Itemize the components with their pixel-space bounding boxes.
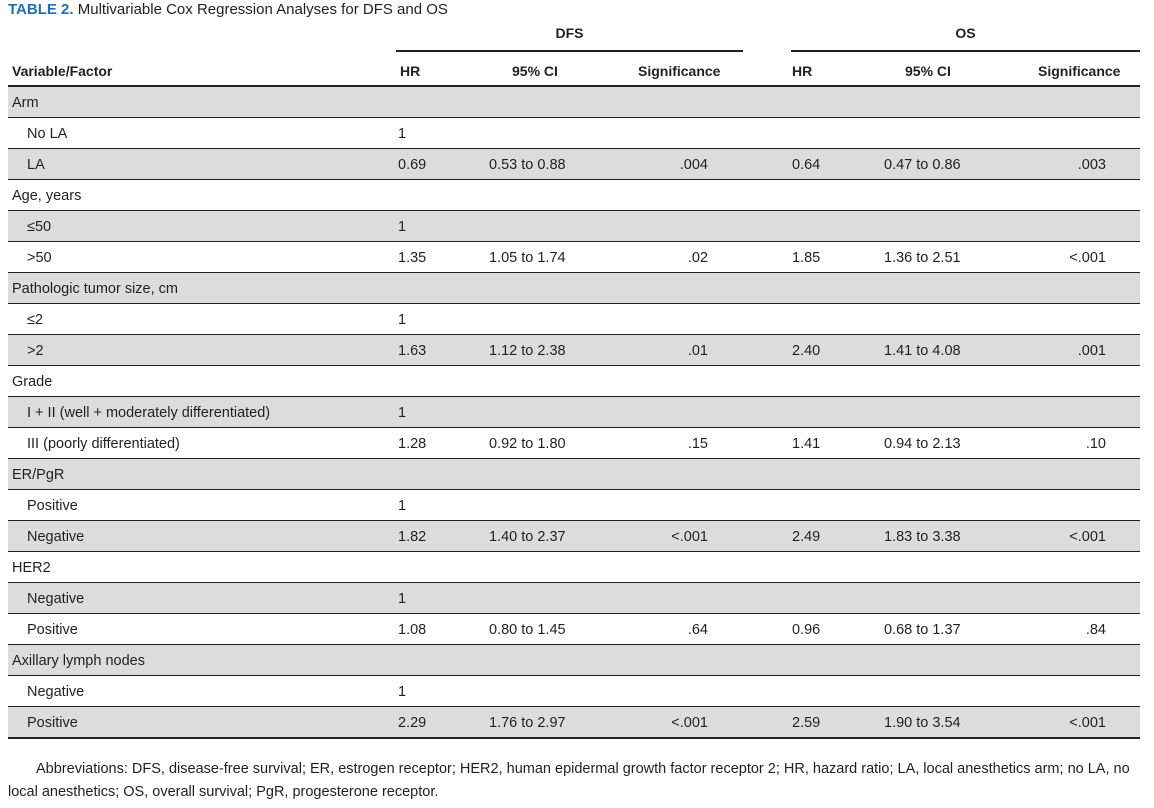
cell-dfs-hr: 1 — [398, 312, 407, 328]
cell-os-significance: <.001 — [1069, 250, 1106, 266]
cell-variable: No LA — [27, 126, 68, 142]
table-label: TABLE 2. — [8, 1, 74, 18]
cell-dfs-hr: 2.29 — [398, 715, 427, 731]
cell-os-hr: 0.64 — [792, 157, 821, 173]
header-os-significance: Significance — [1038, 63, 1121, 79]
cell-dfs-ci: 1.12 to 2.38 — [489, 343, 566, 359]
cell-dfs-ci: 0.80 to 1.45 — [489, 622, 566, 638]
cell-os-ci: 0.47 to 0.86 — [884, 157, 961, 173]
cell-os-significance: .84 — [1085, 622, 1106, 638]
cell-os-significance: <.001 — [1069, 529, 1106, 545]
cell-dfs-hr: 1 — [398, 684, 407, 700]
cell-variable: Negative — [27, 529, 85, 545]
cell-os-ci: 1.36 to 2.51 — [884, 250, 961, 266]
cell-os-significance: .003 — [1077, 157, 1106, 173]
table-row-group-heading — [8, 180, 1140, 211]
cell-variable: Negative — [27, 684, 85, 700]
cell-os-hr: 2.49 — [792, 529, 821, 545]
cell-dfs-hr: 1.35 — [398, 250, 427, 266]
cell-dfs-hr: 1 — [398, 591, 407, 607]
group-header-dfs: DFS — [396, 22, 743, 52]
table-row — [8, 397, 1140, 428]
cell-variable: ≤50 — [27, 219, 52, 235]
table-footnote: Abbreviations: DFS, disease-free survival; ER, estrogen receptor; HER2, human epidermal growth factor receptor 2; HR, hazard ratio; LA, local anesthetics arm; no LA, no local anesthetics; OS, overall survival; PgR, progesterone receptor. — [8, 761, 1130, 800]
cell-variable: Axillary lymph nodes — [12, 653, 145, 669]
table-row — [8, 211, 1140, 242]
cell-os-ci: 1.41 to 4.08 — [884, 343, 961, 359]
regression-table — [8, 22, 1140, 739]
table-row — [8, 614, 1140, 645]
cell-dfs-hr: 1.82 — [398, 529, 427, 545]
table-body — [8, 87, 1140, 739]
table-row — [8, 428, 1140, 459]
cell-os-ci: 1.90 to 3.54 — [884, 715, 961, 731]
table-row — [8, 242, 1140, 273]
cell-variable: Positive — [27, 498, 78, 514]
header-dfs-hr: HR — [400, 63, 421, 79]
cell-os-hr: 1.85 — [792, 250, 821, 266]
table-row — [8, 490, 1140, 521]
table-row-group-heading — [8, 273, 1140, 304]
cell-variable: Grade — [12, 374, 53, 390]
cell-dfs-significance: .64 — [687, 622, 708, 638]
cell-variable: Positive — [27, 715, 78, 731]
cell-dfs-significance: .004 — [679, 157, 708, 173]
cell-variable: HER2 — [12, 560, 51, 576]
cell-os-significance: <.001 — [1069, 715, 1106, 731]
cell-dfs-hr: 1 — [398, 498, 407, 514]
table-row — [8, 707, 1140, 739]
header-os-ci: 95% CI — [905, 63, 951, 79]
cell-variable: Positive — [27, 622, 78, 638]
table-title: Multivariable Cox Regression Analyses for DFS and OS — [77, 1, 448, 18]
cell-os-hr: 0.96 — [792, 622, 821, 638]
cell-variable: Pathologic tumor size, cm — [12, 281, 179, 297]
table-row — [8, 583, 1140, 614]
cell-dfs-significance: .02 — [687, 250, 708, 266]
table-row — [8, 118, 1140, 149]
cell-dfs-ci: 1.05 to 1.74 — [489, 250, 566, 266]
cell-dfs-ci: 0.53 to 0.88 — [489, 157, 566, 173]
cell-variable: >50 — [27, 250, 52, 266]
cell-variable: Arm — [12, 95, 39, 111]
cell-os-ci: 0.68 to 1.37 — [884, 622, 961, 638]
table-row-group-heading — [8, 87, 1140, 118]
header-variable: Variable/Factor — [12, 63, 113, 79]
cell-variable: >2 — [27, 343, 44, 359]
cell-variable: III (poorly differentiated) — [27, 436, 180, 452]
cell-variable: LA — [27, 157, 45, 173]
cell-dfs-hr: 1 — [398, 219, 407, 235]
header-dfs-significance: Significance — [638, 63, 721, 79]
header-os-hr: HR — [792, 63, 813, 79]
cell-dfs-hr: 1 — [398, 405, 407, 421]
table-row-group-heading — [8, 366, 1140, 397]
cell-dfs-hr: 1.08 — [398, 622, 427, 638]
column-group-row — [8, 22, 1140, 51]
cell-dfs-hr: 1.28 — [398, 436, 427, 452]
cell-dfs-significance: .15 — [687, 436, 708, 452]
cell-variable: ≤2 — [27, 312, 44, 328]
cell-dfs-significance: <.001 — [671, 529, 708, 545]
table-caption — [8, 0, 448, 20]
header-dfs-ci: 95% CI — [512, 63, 558, 79]
cell-variable: Age, years — [12, 188, 82, 204]
table-row — [8, 335, 1140, 366]
cell-dfs-hr: 1.63 — [398, 343, 427, 359]
table-row — [8, 304, 1140, 335]
cell-os-significance: .001 — [1077, 343, 1106, 359]
cell-os-hr: 1.41 — [792, 436, 821, 452]
table-row — [8, 676, 1140, 707]
cell-dfs-ci: 1.40 to 2.37 — [489, 529, 566, 545]
cell-dfs-hr: 0.69 — [398, 157, 427, 173]
cell-variable: ER/PgR — [12, 467, 65, 483]
cell-os-ci: 0.94 to 2.13 — [884, 436, 961, 452]
cell-variable: Negative — [27, 591, 85, 607]
cell-dfs-ci: 0.92 to 1.80 — [489, 436, 566, 452]
cell-os-significance: .10 — [1085, 436, 1106, 452]
cell-os-ci: 1.83 to 3.38 — [884, 529, 961, 545]
table-row-group-heading — [8, 645, 1140, 676]
cell-os-hr: 2.59 — [792, 715, 821, 731]
cell-dfs-ci: 1.76 to 2.97 — [489, 715, 566, 731]
table-row — [8, 521, 1140, 552]
cell-dfs-hr: 1 — [398, 126, 407, 142]
cell-dfs-significance: .01 — [687, 343, 708, 359]
cell-os-hr: 2.40 — [792, 343, 821, 359]
group-header-os: OS — [791, 22, 1140, 52]
column-header-row — [8, 51, 1140, 87]
table-row-group-heading — [8, 552, 1140, 583]
table-row-group-heading — [8, 459, 1140, 490]
table-row — [8, 149, 1140, 180]
cell-variable: I + II (well + moderately differentiated) — [27, 405, 271, 421]
cell-dfs-significance: <.001 — [671, 715, 708, 731]
